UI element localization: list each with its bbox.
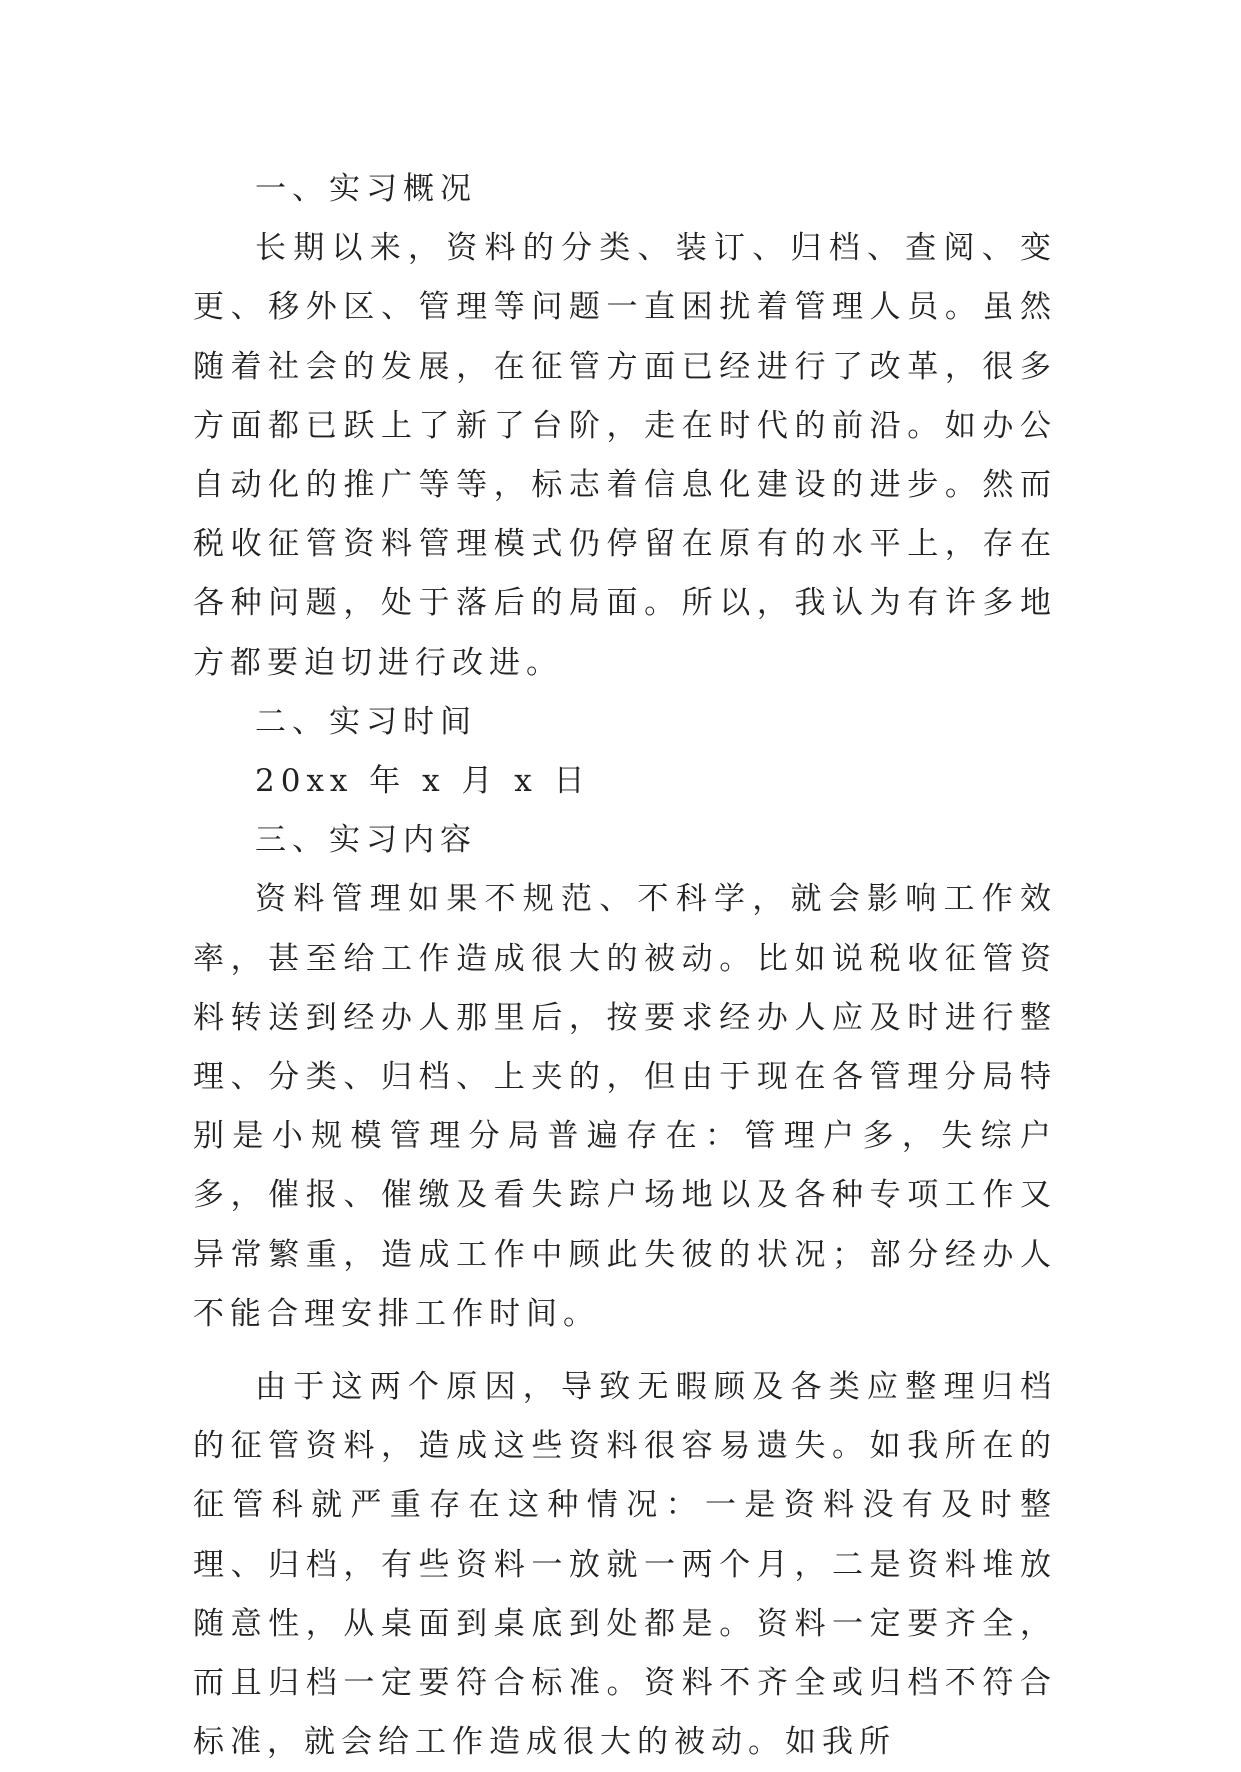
section-heading-overview: 一、实习概况 (255, 171, 477, 207)
paragraph-overview: 长期以来，资料的分类、装订、归档、查阅、变更、移外区、管理等问题一直困扰着管理人员。虽然随着社会的发展，在征管方面已经进行了改革，很多方面都已跃上了新了台阶，走在时代的前沿。如办公自动化的推广等等，标志着信息化建设的进步。然而税收征管资料管理模式仍停留在原有的水平上，存在各种问题，处于落后的局面。所以，我认为有许多地方都要迫切进行改进。 (193, 230, 1057, 681)
paragraph-content-2: 由于这两个原因，导致无暇顾及各类应整理归档的征管资料，造成这些资料很容易遗失。如我所在的征管科就严重存在这种情况：一是资料没有及时整理、归档，有些资料一放就一两个月，二是资料堆放随意性，从桌面到桌底到处都是。资料一定要齐全，而且归档一定要符合标准。资料不齐全或归档不符合标准，就会给工作造成很大的被动。如我所 (193, 1369, 1057, 1761)
paragraph-content-1: 资料管理如果不规范、不科学，就会影响工作效率，甚至给工作造成很大的被动。比如说税收征管资料转送到经办人那里后，按要求经办人应及时进行整理、分类、归档、上夹的，但由于现在各管理分局特别是小规模管理分局普遍存在：管理户多，失综户多，催报、催缴及看失踪户场地以及各种专项工作又异常繁重，造成工作中顾此失彼的状况；部分经办人不能合理安排工作时间。 (193, 881, 1057, 1332)
internship-date: 20xx 年 x 月 x 日 (255, 763, 591, 800)
section-heading-content: 三、实习内容 (255, 822, 477, 859)
document-body (193, 160, 1057, 1772)
section-heading-time: 二、实习时间 (255, 703, 477, 740)
